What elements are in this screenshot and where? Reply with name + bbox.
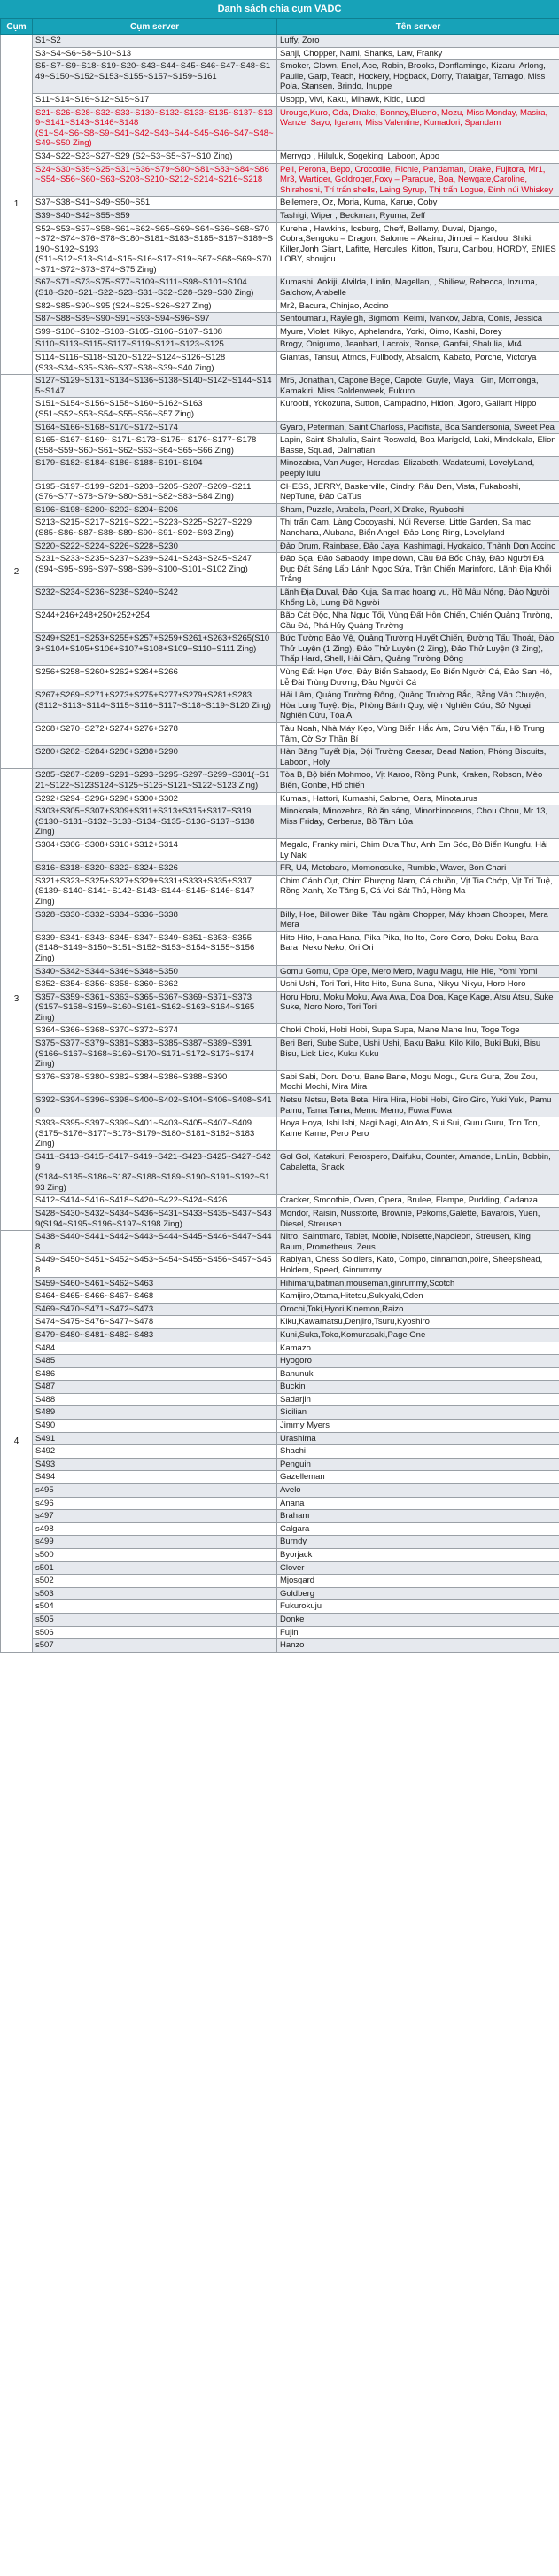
cluster-cell: S328~S330~S332~S334~S336~S338 [33,908,277,931]
server-names-cell: Mjosgard [277,1575,559,1588]
table-row [1,1207,559,1230]
cluster-cell: S357~S359~S361~S363~S365~S367~S369~S371~S373 (S157~S158~S159~S160~S161~S162~S163~S164~S165 Zing) [33,991,277,1024]
server-names-cell: Đảo Sọa, Đảo Sabaody, Impeldown, Cầu Đá Bốc Cháy, Đảo Người Đá Đục Đất Sáng Lấp Lánh Ngọc Sứa, Trận Chiến Marinford, Lãnh Địa Khổi Trắng [277,553,559,587]
server-names-cell: Megalo, Franky mini, Chim Đưa Thư, Anh Em Sóc, Bò Biển Kungfu, Hải Ly Naki [277,838,559,861]
server-names-cell: Goldberg [277,1587,559,1600]
table-row [1,875,559,908]
server-names-cell: Hito Hito, Hana Hana, Pika Pika, Ito Ito, Goro Goro, Doku Doku, Bara Bara, Neko Neko, Ori Ori [277,931,559,965]
cluster-cell: s501 [33,1561,277,1575]
cluster-cell: S232~S234~S236~S238~S240~S242 [33,586,277,609]
cluster-cell: S220~S222~S224~S226~S228~S230 [33,540,277,553]
server-names-cell: Mr2, Bacura, Chinjao, Accino [277,300,559,313]
table-row [1,150,559,163]
table-row [1,106,559,150]
table-row [1,276,559,300]
table-row [1,1290,559,1304]
table-row [1,1613,559,1626]
table-row [1,1458,559,1471]
server-names-cell: Fujin [277,1626,559,1639]
server-names-cell: Cracker, Smoothie, Oven, Opera, Brulee, Flampe, Pudding, Cadanza [277,1195,559,1208]
table-row [1,163,559,197]
table-row [1,313,559,326]
table-row [1,1639,559,1653]
cluster-cell: S164~S166~S168~S170~S172~S174 [33,421,277,434]
table-row [1,1070,559,1093]
server-names-cell: Banunuki [277,1367,559,1381]
server-names-cell: Clover [277,1561,559,1575]
table-row [1,1094,559,1117]
cluster-cell: s503 [33,1587,277,1600]
cluster-cell: S34~S22~S23~S27~S29 (S2~S3~S5~S7~S10 Zing) [33,150,277,163]
cluster-cell: S179~S182~S184~S186~S188~S191~S194 [33,457,277,480]
server-names-cell: Hoya Hoya, Ishi Ishi, Nagi Nagi, Ato Ato, Sui Sui, Guru Guru, Ton Ton, Kame Kame, Pero Pero [277,1117,559,1151]
cluster-cell: S268+S270+S272+S274+S276+S278 [33,723,277,746]
table-row [1,965,559,978]
table-row [1,838,559,861]
server-names-cell: FR, U4, Motobaro, Momonosuke, Rumble, Waver, Bon Chari [277,862,559,876]
table-row [1,1561,559,1575]
table-row [1,1277,559,1290]
table-row [1,1484,559,1498]
cluster-cell: S488 [33,1393,277,1406]
cluster-cell: S256+S258+S260+S262+S264+S266 [33,666,277,689]
table-row [1,300,559,313]
table-row [1,1471,559,1484]
server-names-cell: Lãnh Địa Duval, Đảo Kuja, Sa mạc hoang vu, Hồ Mẫu Nông, Đảo Người Khổng Lồ, Lưng Đồ Người [277,586,559,609]
server-names-cell: Smoker, Clown, Enel, Ace, Robin, Brooks, Donflamingo, Kizaru, Arlong, Paulie, Garp, Teach, Hockery, Hogback, Dorry, Trafalgar, Tamago, Miss Pola, Stansen, Brindo, Inuppe [277,60,559,94]
server-names-cell: Merrygo , Hiluluk, Sogeking, Laboon, Appo [277,150,559,163]
server-names-cell: Kumasi, Hattori, Kumashi, Salome, Oars, Minotaurus [277,792,559,805]
table-row [1,47,559,60]
server-names-cell: Netsu Netsu, Beta Beta, Hira Hira, Hobi Hobi, Giro Giro, Yuki Yuki, Pamu Pamu, Tama Tama, Memo Memo, Fuwa Fuwa [277,1094,559,1117]
header-cluster: Cụm server [33,19,277,35]
cluster-cell: S1~S2 [33,35,277,48]
table-row [1,746,559,769]
table-row [1,805,559,839]
cluster-cell: S82~S85~S90~S95 (S24~S25~S26~S27 Zing) [33,300,277,313]
cluster-cell: S393~S395~S397~S399~S401~S403~S405~S407~S409 (S175~S176~S177~S178~S179~S180~S181~S182~S183 Zing) [33,1117,277,1151]
server-names-cell: Orochi,Toki,Hyori,Kinemon,Raizo [277,1303,559,1316]
table-row [1,1522,559,1536]
server-names-cell: Lapin, Saint Shalulia, Saint Roswald, Boa Marigold, Laki, Mindokala, Elion Basse, Squad, Dalmatian [277,434,559,457]
group-label: 3 [1,769,33,1231]
table-row [1,339,559,352]
cluster-cell: S375~S377~S379~S381~S383~S385~S387~S389~S391 (S166~S167~S168~S169~S170~S171~S172~S173~S174 Zing) [33,1038,277,1071]
server-names-cell: Tàu Noah, Nhà Máy Kẹo, Vùng Biển Hắc Ám, Cứu Viện Tấu, Hồ Trung Tâm, Cờ Sơ Thần Bí [277,723,559,746]
cluster-cell: S24~S30~S35~S25~S31~S36~S79~S80~S81~S83~S84~S86~S54~S56~S60~S63~S208~S210~S212~S214~S216~S218 [33,163,277,197]
table-row [1,1355,559,1368]
table-row [1,1536,559,1549]
cluster-cell: S304+S306+S308+S310+S312+S314 [33,838,277,861]
server-names-cell: Rabiyan, Chess Soldiers, Kato, Compo, cinnamon,poire, Sheepshead, Holdem, Speed, Ginrummy [277,1254,559,1277]
cluster-cell: S316~S318~S320~S322~S324~S326 [33,862,277,876]
table-row [1,633,559,666]
cluster-cell: S165~S167~S169~ S171~S173~S175~ S176~S177~S178 (S58~S59~S60~S61~S62~S63~S64~S65~S66 Zing) [33,434,277,457]
table-row [1,862,559,876]
group-label: 2 [1,375,33,769]
server-names-cell: Urouge,Kuro, Oda, Drake, Bonney,Blueno, Mozu, Miss Monday, Masira, Wanze, Sayo, Igaram, Miss Valentine, Kumadori, Spandam [277,106,559,150]
cluster-cell: S231~S233~S235~S237~S239~S241~S243~S245~S247 (S94~S95~S96~S97~S98~S99~S100~S101~S102 Zing) [33,553,277,587]
cluster-cell: S469~S470~S471~S472~S473 [33,1303,277,1316]
server-names-cell: Sabi Sabi, Doru Doru, Bane Bane, Mogu Mogu, Gura Gura, Zou Zou, Mochi Mochi, Mira Mira [277,1070,559,1093]
table-row [1,222,559,276]
cluster-cell: S37~S38~S41~S49~S50~S51 [33,197,277,210]
server-names-cell: Tòa B, Bộ biến Mohmoo, Vịt Karoo, Rồng Punk, Kraken, Robson, Mèo Biển, Gonbe, Hổ chiến [277,769,559,792]
table-row [1,978,559,992]
cluster-cell: S196~S198~S200~S202~S204~S206 [33,503,277,517]
table-row [1,375,559,398]
table-row [1,1575,559,1588]
server-names-cell: Luffy, Zoro [277,35,559,48]
table-row [1,991,559,1024]
table-row [1,1510,559,1523]
cluster-cell: S114~S116~S118~S120~S122~S124~S126~S128 (S33~S34~S35~S36~S37~S38~S39~S40 Zing) [33,352,277,375]
server-names-cell: Penguin [277,1458,559,1471]
table-row [1,93,559,106]
cluster-cell: S303+S305+S307+S309+S311+S313+S315+S317+S319 (S130~S131~S132~S133~S134~S135~S136~S137~S138 Zing) [33,805,277,839]
server-names-cell: Tashigi, Wiper , Beckman, Ryuma, Zeff [277,209,559,222]
cluster-cell: S99~S100~S102~S103~S105~S106~S107~S108 [33,325,277,339]
server-names-cell: Kuni,Suka,Toko,Komurasaki,Page One [277,1328,559,1342]
table-row [1,792,559,805]
server-names-cell: Hàn Băng Tuyết Địa, Đội Trường Caesar, Dead Nation, Phòng Biscuits, Laboon, Holy [277,746,559,769]
server-names-cell: Myure, Violet, Kikyo, Aphelandra, Yorki, Oimo, Kashi, Dorey [277,325,559,339]
table-row [1,60,559,94]
server-names-cell: Sentoumaru, Rayleigh, Bigmom, Keimi, Ivankov, Jabra, Conis, Jessica [277,313,559,326]
cluster-cell: s500 [33,1549,277,1562]
server-names-cell: Choki Choki, Hobi Hobi, Supa Supa, Mane Mane Inu, Toge Toge [277,1024,559,1038]
table-row [1,1432,559,1445]
group-label: 4 [1,1231,33,1653]
table-row [1,1497,559,1510]
table-row [1,1406,559,1420]
cluster-cell: s505 [33,1613,277,1626]
cluster-cell: S492 [33,1445,277,1459]
server-names-cell: Mr5, Jonathan, Capone Bege, Capote, Guyle, Maya , Gin, Momonga, Kamakiri, Miss Goldenweek, Fukuro [277,375,559,398]
cluster-cell: s504 [33,1600,277,1614]
table-row [1,503,559,517]
server-names-cell: Gol Gol, Katakuri, Perospero, Daifuku, Counter, Amande, LinLin, Bobbin, Cabaletta, Snack [277,1151,559,1195]
cluster-cell: S110~S113~S115~S117~S119~S121~S123~S125 [33,339,277,352]
cluster-cell: s506 [33,1626,277,1639]
server-names-cell: Nitro, Saintmarc, Tablet, Mobile, Noisette,Napoleon, Streusen, King Baum, Prometheus, Zeus [277,1231,559,1254]
server-names-cell: Brogy, Onigumo, Jeanbart, Lacroix, Ronse, Ganfai, Shalulia, Mr4 [277,339,559,352]
server-names-cell: Jimmy Myers [277,1420,559,1433]
server-names-cell: Pell, Perona, Bepo, Crocodile, Richie, Pandaman, Drake, Fujitora, Mr1, Mr3, Wartiger, Goldroger,Foxy – Parague, Boa, Newgate,Caroline, Shirahoshi, Trí trấn shells, Laing Syrup, Thị trấn Logue, Đinh núi Whiskey [277,163,559,197]
table-row [1,1367,559,1381]
server-names-cell: Minokoala, Minozebra, Bò ăn sáng, Minorhinoceros, Chou Chou, Mr 13, Miss Friday, Cerberus, Bồ Tầm Lửa [277,805,559,839]
table-row [1,723,559,746]
cluster-cell: S438~S440~S441~S442~S443~S444~S445~S446~S447~S448 [33,1231,277,1254]
server-names-cell: Horu Horu, Moku Moku, Awa Awa, Doa Doa, Kage Kage, Atsu Atsu, Suke Suke, Noro Noro, Tori Tori [277,991,559,1024]
cluster-cell: S474~S475~S476~S477~S478 [33,1316,277,1329]
server-names-cell: CHESS, JERRY, Baskerville, Cindry, Râu Đen, Vista, Fukaboshi, NepTune, Đảo CaTus [277,480,559,503]
server-table [0,19,559,1653]
server-names-cell: Burndy [277,1536,559,1549]
server-names-cell: Kiku,Kawamatsu,Denjiro,Tsuru,Kyoshiro [277,1316,559,1329]
cluster-cell: S489 [33,1406,277,1420]
cluster-cell: S339~S341~S343~S345~S347~S349~S351~S353~S355 (S148~S149~S150~S151~S152~S153~S154~S155~S156 Zing) [33,931,277,965]
cluster-cell: S127~S129~S131~S134~S136~S138~S140~S142~S144~S145~S147 [33,375,277,398]
server-names-cell: Urashima [277,1432,559,1445]
cluster-cell: S494 [33,1471,277,1484]
table-row [1,35,559,48]
table-row [1,908,559,931]
cluster-cell: S340~S342~S344~S346~S348~S350 [33,965,277,978]
cluster-cell: S412~S414~S416~S418~S420~S422~S424~S426 [33,1195,277,1208]
header-group: Cụm [1,19,33,35]
cluster-cell: S11~S14~S16~S12~S15~S17 [33,93,277,106]
table-row [1,1151,559,1195]
server-names-cell: Beri Beri, Sube Sube, Ushi Ushi, Baku Baku, Kilo Kilo, Buki Buki, Bisu Bisu, Lick Lick, Kuku Kuku [277,1038,559,1071]
server-names-cell: Usopp, Vivi, Kaku, Mihawk, Kidd, Lucci [277,93,559,106]
server-names-cell: Đảo Drum, Rainbase, Đảo Jaya, Kashimagi, Hyokaido, Thành Don Accino [277,540,559,553]
cluster-cell: s497 [33,1510,277,1523]
cluster-cell: S459~S460~S461~S462~S463 [33,1277,277,1290]
table-row [1,352,559,375]
server-names-cell: Braham [277,1510,559,1523]
cluster-cell: S21~S26~S28~S32~S33~S130~S132~S133~S135~S137~S139~S141~S143~S146~S148 (S1~S4~S6~S8~S9~S41~S42~S43~S44~S45~S46~S47~S48~S49~S50 Zing) [33,106,277,150]
server-names-cell: Chim Cánh Cụt, Chim Phượng Nam, Cá chuồn, Vịt Tia Chớp, Vịt Trí Tuệ, Rồng Xanh, Xe Tăng 5, Cá Voi Sát Thủ, Hồng Ma [277,875,559,908]
cluster-cell: S493 [33,1458,277,1471]
table-row [1,1587,559,1600]
cluster-cell: S321+S323+S325+S327+S329+S331+S333+S335+S337 (S139~S140~S141~S142~S143~S144~S145~S146~S147 Zing) [33,875,277,908]
cluster-cell: S392~S394~S396~S398~S400~S402~S404~S406~S408~S410 [33,1094,277,1117]
server-names-cell: Ushi Ushi, Tori Tori, Hito Hito, Suna Suna, Nikyu Nikyu, Horo Horo [277,978,559,992]
table-row [1,931,559,965]
server-names-cell: Sanji, Chopper, Nami, Shanks, Law, Franky [277,47,559,60]
cluster-cell: S285~S287~S289~S291~S293~S295~S297~S299~S301(~S121~S122~S123S124~S125~S126~S121~S122~S123 Zing) [33,769,277,792]
cluster-cell: S464~S465~S466~S467~S468 [33,1290,277,1304]
server-names-cell: Byorjack [277,1549,559,1562]
server-names-cell: Bão Cát Độc, Nhà Ngục Tối, Vùng Đất Hỗn Chiến, Chiến Quảng Trường, Cầu Đá, Phá Hủy Quảng Trường [277,610,559,633]
table-row [1,1381,559,1394]
cluster-cell: s502 [33,1575,277,1588]
table-row [1,1038,559,1071]
table-row [1,398,559,421]
cluster-cell: S213~S215~S217~S219~S221~S223~S225~S227~S229 (S85~S86~S87~S88~S89~S90~S91~S92~S93 Zing) [33,517,277,540]
cluster-cell: S364~S366~S368~S370~S372~S374 [33,1024,277,1038]
cluster-cell: s495 [33,1484,277,1498]
cluster-cell: S479~S480~S481~S482~S483 [33,1328,277,1342]
table-row [1,1117,559,1151]
cluster-cell: S151~S154~S156~S158~S160~S162~S163 (S51~S52~S53~S54~S55~S56~S57 Zing) [33,398,277,421]
server-names-cell: Hyogoro [277,1355,559,1368]
cluster-cell: S244+246+248+250+252+254 [33,610,277,633]
server-names-cell: Avelo [277,1484,559,1498]
table-row [1,1195,559,1208]
table-row [1,666,559,689]
table-row [1,517,559,540]
cluster-cell: s498 [33,1522,277,1536]
cluster-cell: S87~S88~S89~S90~S91~S93~S94~S96~S97 [33,313,277,326]
table-row [1,1445,559,1459]
server-names-cell: Kamijiro,Otama,Hitetsu,Sukiyaki,Oden [277,1290,559,1304]
cluster-cell: S67~S71~S73~S75~S77~S109~S111~S98~S101~S104 (S18~S20~S21~S22~S23~S31~S32~S28~S29~S30 Zing) [33,276,277,300]
table-row [1,553,559,587]
cluster-cell: s499 [33,1536,277,1549]
cluster-cell: S485 [33,1355,277,1368]
table-row [1,1024,559,1038]
server-names-cell: Kureha , Hawkins, Iceburg, Cheff, Bellamy, Duval, Django, Cobra,Sengoku – Dragon, Salome – Akainu, Jimbei – Kaidou, Shiki, Killer,Jonh Giant, Lafitte, Hercules, Kitton, Tsuru, Caribou, HORDY, ENIES LOBY, shoujou [277,222,559,276]
table-row [1,1328,559,1342]
server-names-cell: Hihimaru,batman,mouseman,ginrummy,Scotch [277,1277,559,1290]
table-row [1,421,559,434]
server-names-cell: Donke [277,1613,559,1626]
server-names-cell: Kuroobi, Yokozuna, Sutton, Campacino, Hidon, Jigoro, Gallant Hippo [277,398,559,421]
table-row [1,457,559,480]
server-names-cell: Thị trấn Cam, Làng Cocoyashi, Núi Reverse, Little Garden, Sa mạc Nanohana, Alubana, Biển Angel, Đảo Long Ring, Lovelyland [277,517,559,540]
server-names-cell: Gazelleman [277,1471,559,1484]
server-names-cell: Hải Lâm, Quảng Trường Đông, Quảng Trường Bắc, Bằng Vân Chuyện, Hòa Long Tuyệt Địa, Phòng Bánh Quy, viện Nghiên Cứu, Sở Ngoại Nghiên Cứu, Tòa A [277,689,559,723]
server-names-cell: Fukurokuju [277,1600,559,1614]
table-row [1,1600,559,1614]
table-row [1,1303,559,1316]
cluster-cell: S5~S7~S9~S18~S19~S20~S43~S44~S45~S46~S47~S48~S149~S150~S152~S153~S155~S157~S159~S161 [33,60,277,94]
table-body [1,35,559,1653]
cluster-cell: s496 [33,1497,277,1510]
table-row [1,610,559,633]
server-names-cell: Anana [277,1497,559,1510]
cluster-cell: S3~S4~S6~S8~S10~S13 [33,47,277,60]
table-row [1,689,559,723]
cluster-cell: S267+S269+S271+S273+S275+S277+S279+S281+S283 (S112~S113~S114~S115~S116~S117~S118~S119~S120 Zing) [33,689,277,723]
server-names-cell: Calgara [277,1522,559,1536]
server-names-cell: Sicilian [277,1406,559,1420]
table-row [1,434,559,457]
cluster-cell: S487 [33,1381,277,1394]
table-row [1,586,559,609]
server-names-cell: Bức Tường Bảo Vệ, Quảng Trường Huyết Chiến, Đường Tấu Thoát, Đảo Thử Luyện (1 Zing), Đảo Thử Luyện (2 Zing), Đảo Thử Luyện (3 Zing), Thấp Hard, Shell, Hải Cảm, Quảng Trường Đông [277,633,559,666]
table-row [1,1626,559,1639]
cluster-cell: S352~S354~S356~S358~S360~S362 [33,978,277,992]
server-names-cell: Kamazo [277,1342,559,1355]
server-names-cell: Shachi [277,1445,559,1459]
header-names: Tên server [277,19,559,35]
cluster-cell: S249+S251+S253+S255+S257+S259+S261+S263+S265(S103+S104+S105+S106+S107+S108+S109+S110+S111 Zing) [33,633,277,666]
table-row [1,1316,559,1329]
table-row [1,1549,559,1562]
table-row [1,1254,559,1277]
table-row [1,197,559,210]
table-row [1,1342,559,1355]
cluster-cell: S280+S282+S284+S286+S288+S290 [33,746,277,769]
cluster-cell: S195~S197~S199~S201~S203~S205~S207~S209~S211 (S76~S77~S78~S79~S80~S81~S82~S83~S84 Zing) [33,480,277,503]
server-names-cell: Billy, Hoe, Billower Bike, Tàu ngầm Chopper, Máy khoan Chopper, Mera Mera [277,908,559,931]
cluster-cell: S411~S413~S415~S417~S419~S421~S423~S425~S427~S429 (S184~S185~S186~S187~S188~S189~S190~S191~S192~S193 Zing) [33,1151,277,1195]
cluster-cell: S491 [33,1432,277,1445]
cluster-cell: S52~S53~S57~S58~S61~S62~S65~S69~S64~S66~S68~S70~S72~S74~S76~S78~S180~S181~S183~S185~S187~S189~S190~S192~S193 (S11~S12~S13~S14~S15~S16~S17~S19~S67~S68~S69~S70~S71~S72~S73~S74~S75 Zing) [33,222,277,276]
table-row [1,480,559,503]
table-row [1,1231,559,1254]
cluster-cell: S292+S294+S296+S298+S300+S302 [33,792,277,805]
table-row [1,769,559,792]
table-row [1,1420,559,1433]
page-title: Danh sách chia cụm VADC [0,0,559,19]
cluster-cell: S39~S40~S42~S55~S59 [33,209,277,222]
server-names-cell: Gyaro, Peterman, Saint Charloss, Pacifista, Boa Sandersonia, Sweet Pea [277,421,559,434]
server-names-cell: Mondor, Raisin, Nusstorte, Brownie, Pekoms,Galette, Bavarois, Yuen, Diesel, Streusen [277,1207,559,1230]
table-row [1,540,559,553]
server-names-cell: Sadarjin [277,1393,559,1406]
table-row [1,209,559,222]
server-names-cell: Bellemere, Oz, Moria, Kuma, Karue, Coby [277,197,559,210]
cluster-cell: S449~S450~S451~S452~S453~S454~S455~S456~S457~S458 [33,1254,277,1277]
cluster-cell: S486 [33,1367,277,1381]
table-row [1,325,559,339]
server-names-cell: Minozabra, Van Auger, Heradas, Elizabeth, Wadatsumi, LovelyLand, peeply lulu [277,457,559,480]
table-header-row [1,19,559,35]
cluster-cell: S428~S430~S432~S434~S436~S431~S433~S435~S437~S439(S194~S195~S196~S197~S198 Zing) [33,1207,277,1230]
group-label: 1 [1,35,33,375]
server-names-cell: Giantas, Tansui, Atmos, Fullbody, Absalom, Kabato, Porche, Victorya [277,352,559,375]
server-names-cell: Kumashi, Aokiji, Alvilda, Linlin, Magellan, , Shiliew, Rebecca, Inzuma, Salchow, Arabelle [277,276,559,300]
cluster-cell: S484 [33,1342,277,1355]
server-names-cell: Hanzo [277,1639,559,1653]
server-names-cell: Sham, Puzzle, Arabela, Pearl, X Drake, Ryuboshi [277,503,559,517]
cluster-cell: S490 [33,1420,277,1433]
server-names-cell: Vùng Đất Hẹn Ước, Đảy Biển Sabaody, Eo Biển Người Cá, Đảo San Hô, Lễ Đài Trùng Dương, Đảo Người Cá [277,666,559,689]
server-names-cell: Gomu Gomu, Ope Ope, Mero Mero, Magu Magu, Hie Hie, Yomi Yomi [277,965,559,978]
server-names-cell: Buckin [277,1381,559,1394]
cluster-cell: S376~S378~S380~S382~S384~S386~S388~S390 [33,1070,277,1093]
table-row [1,1393,559,1406]
cluster-cell: s507 [33,1639,277,1653]
